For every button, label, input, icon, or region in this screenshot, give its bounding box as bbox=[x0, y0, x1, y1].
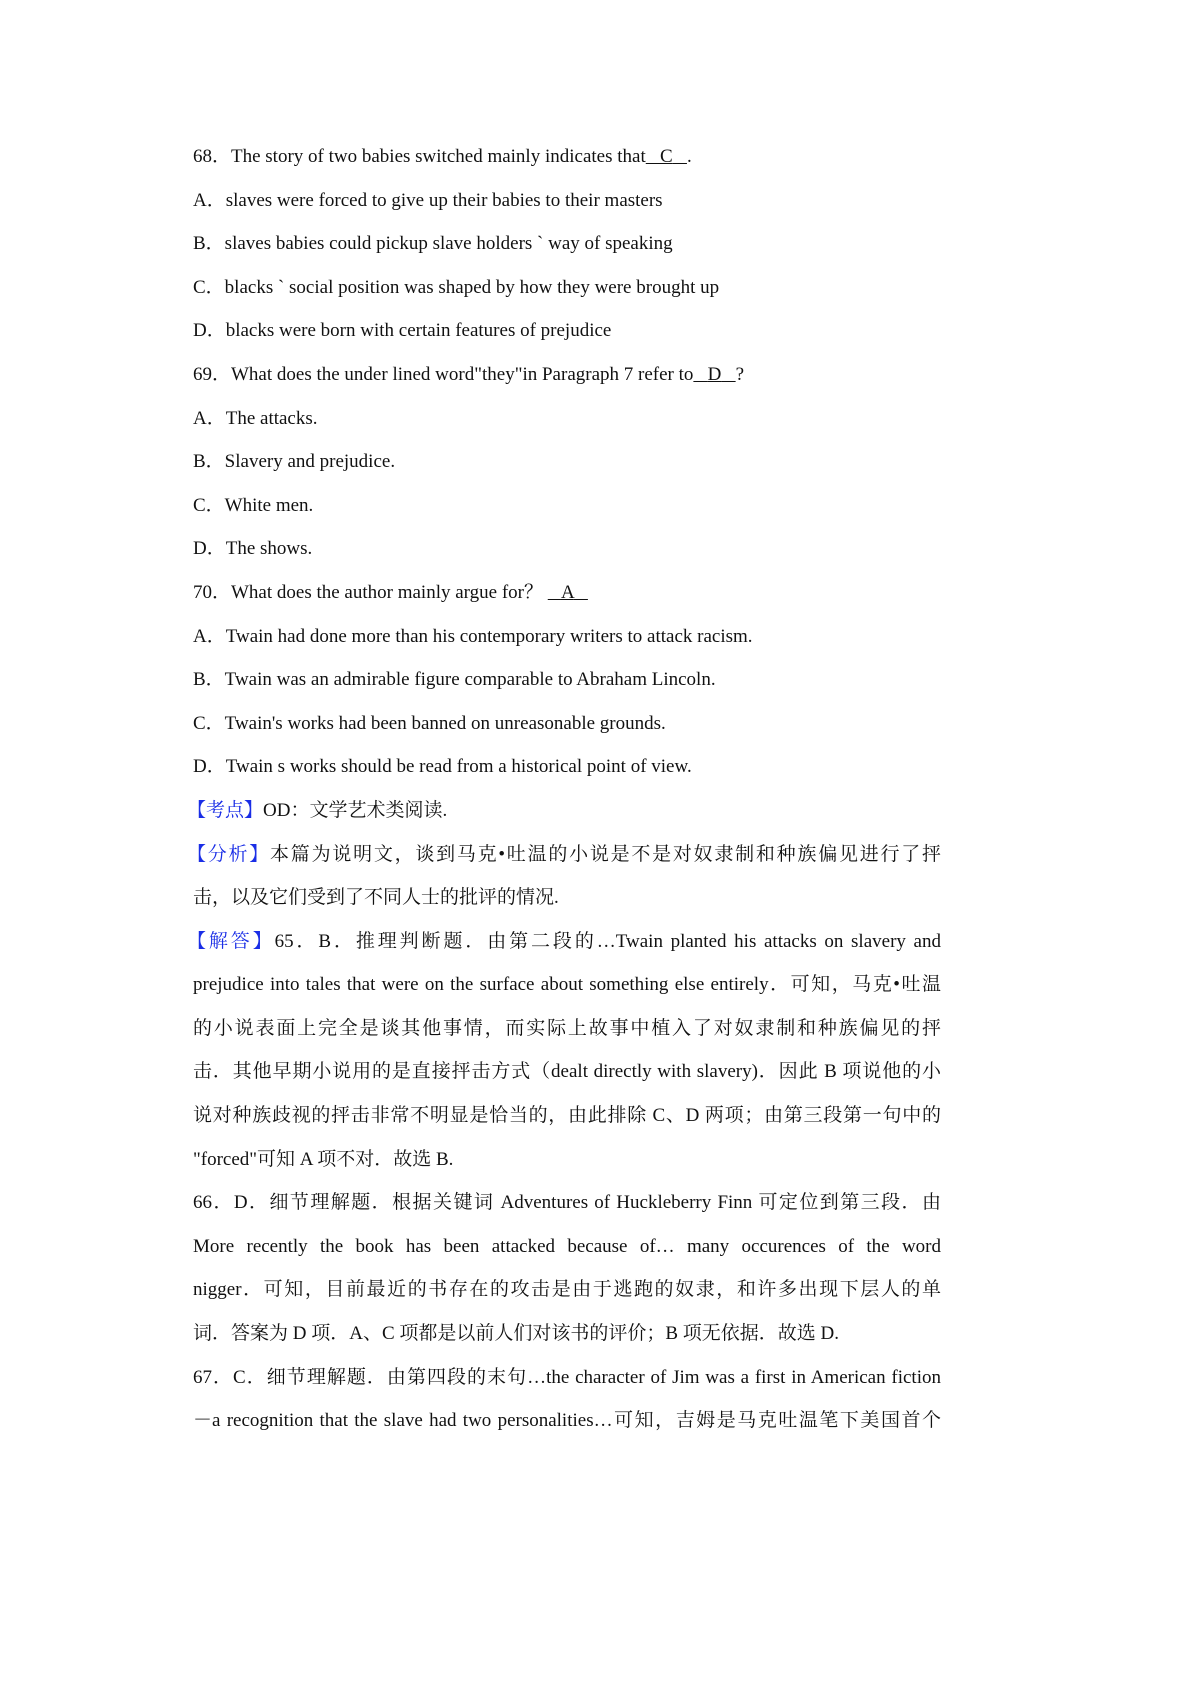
option: A．The attacks. bbox=[193, 407, 318, 429]
jieda-line: 击．其他早期小说用的是直接抨击方式（dealt directly with slavery)．因此 B 项说他的小 bbox=[193, 1061, 941, 1083]
question-69: 69．What does the under lined word"they"in Paragraph 7 refer to D ? bbox=[193, 363, 745, 385]
question-stem: 69．What does the under lined word"they"in Paragraph 7 refer to bbox=[193, 363, 694, 385]
jieda-line: 词．答案为 D 项．A、C 项都是以前人们对该书的评价；B 项无依据．故选 D. bbox=[193, 1323, 840, 1345]
answer-blank: C bbox=[660, 146, 673, 167]
jieda-line: 说对种族歧视的抨击非常不明显是恰当的，由此排除 C、D 两项；由第三段第一句中的 bbox=[193, 1105, 941, 1127]
kaodian-tag: 【考点】 bbox=[187, 799, 264, 821]
jieda-text: 65．B．推理判断题．由第二段的…Twain planted his attacks on slavery and bbox=[274, 930, 941, 952]
kaodian-text: OD：文学艺术类阅读. bbox=[263, 799, 448, 821]
jieda-line: More recently the book has been attacked because of… many occurences of the word bbox=[193, 1235, 941, 1257]
option: D．Twain s works should be read from a historical point of view. bbox=[193, 756, 692, 778]
jieda-line: 的小说表面上完全是谈其他事情，而实际上故事中植入了对奴隶制和种族偏见的抨 bbox=[193, 1017, 941, 1039]
option: C．blacks ˋ social position was shaped by how they were brought up bbox=[193, 276, 720, 298]
option: C．Twain's works had been banned on unreasonable grounds. bbox=[193, 712, 666, 734]
jieda-line: "forced"可知 A 项不对．故选 B. bbox=[193, 1148, 454, 1170]
question-stem: 70．What does the author mainly argue for？ bbox=[193, 581, 543, 603]
jieda-tag: 【解答】 bbox=[187, 930, 275, 952]
question-68: 68．The story of two babies switched mainly indicates that C . bbox=[193, 146, 692, 167]
document-page bbox=[187, 135, 941, 1443]
answer-blank: D bbox=[707, 363, 722, 385]
jieda-line: －a recognition that the slave had two personalities…可知，吉姆是马克吐温笔下美国首个 bbox=[193, 1410, 941, 1432]
option: D．The shows. bbox=[193, 538, 313, 560]
option: C．White men. bbox=[193, 494, 314, 516]
option: D．blacks were born with certain features of prejudice bbox=[193, 320, 612, 342]
jieda-line: nigger．可知，目前最近的书存在的攻击是由于逃跑的奴隶，和许多出现下层人的单 bbox=[193, 1279, 941, 1301]
jieda-line: prejudice into tales that were on the surface about something else entirely．可知，马克•吐温 bbox=[193, 974, 941, 996]
fenxi-text: 本篇为说明文，谈到马克•吐温的小说是不是对奴隶制和种族偏见进行了抨 bbox=[270, 843, 941, 865]
fenxi-tag: 【分析】 bbox=[187, 843, 271, 865]
jieda-line bbox=[187, 920, 941, 964]
option: A．slaves were forced to give up their babies to their masters bbox=[193, 189, 663, 211]
jieda-line: 66．D．细节理解题．根据关键词 Adventures of Huckleberry Finn 可定位到第三段．由 bbox=[193, 1192, 941, 1214]
fenxi-line: 击，以及它们受到了不同人士的批评的情况. bbox=[193, 887, 559, 909]
answer-blank: A bbox=[560, 581, 574, 603]
option: A．Twain had done more than his contemporary writers to attack racism. bbox=[193, 625, 753, 647]
option: B．slaves babies could pickup slave holders ˋ way of speaking bbox=[193, 233, 673, 255]
option: B．Twain was an admirable figure comparable to Abraham Lincoln. bbox=[193, 669, 716, 691]
option: B．Slavery and prejudice. bbox=[193, 451, 396, 473]
jieda-line: 67．C．细节理解题．由第四段的末句…the character of Jim was a first in American fiction bbox=[193, 1366, 941, 1388]
question-70 bbox=[193, 571, 941, 615]
kaodian-line bbox=[187, 789, 941, 833]
question-stem: 68．The story of two babies switched mainly indicates that bbox=[193, 146, 646, 167]
fenxi-line bbox=[187, 833, 941, 877]
